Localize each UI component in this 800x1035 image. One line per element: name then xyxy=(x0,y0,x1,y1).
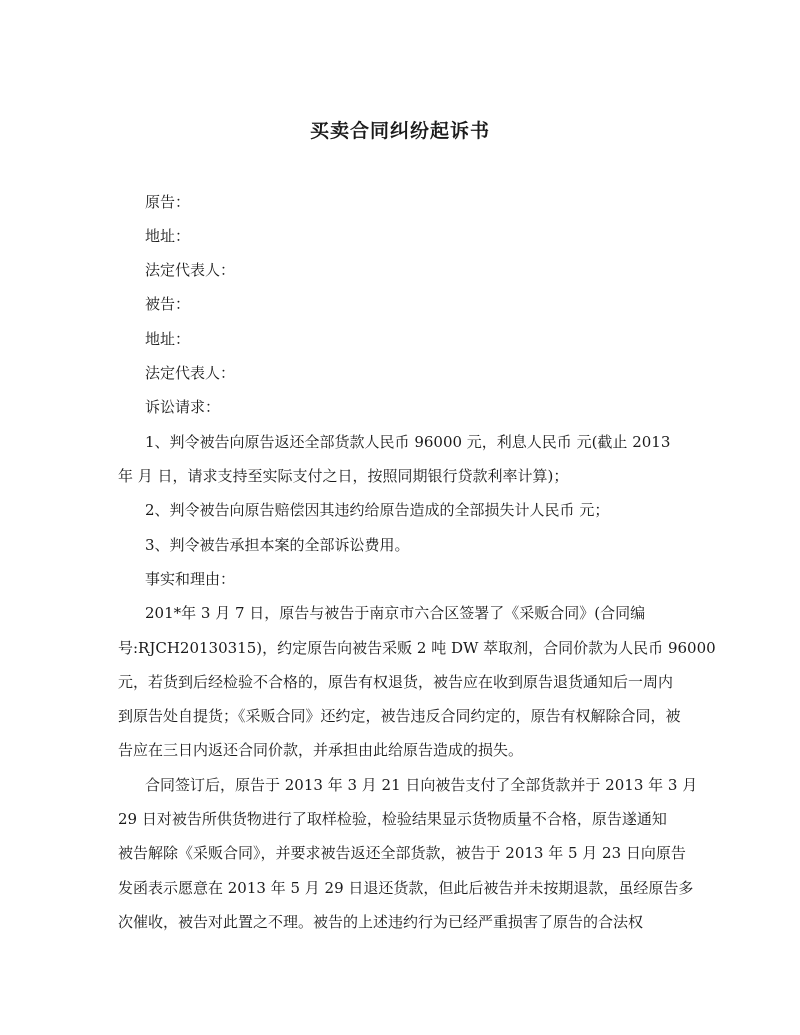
facts-paragraph-1-line-3: 元，若货到后经检验不合格的，原告有权退货，被告应在收到原告退货通知后一周内 xyxy=(118,673,674,691)
facts-paragraph-2-line-3: 被告解除《采贩合同》，并要求被告返还全部货款，被告于 2013 年 5 月 23 日向原告 xyxy=(118,844,686,862)
claim-1-line-2: 年 月 日，请求支持至实际支付之日，按照同期银行贷款利率计算)； xyxy=(118,467,569,485)
facts-paragraph-2-line-2: 29 日对被告所供货物进行了取样检验，检验结果显示货物质量不合格，原告遂通知 xyxy=(118,810,667,828)
claim-2: 2、判令被告向原告赔偿因其违约给原告造成的全部损失计人民币 元； xyxy=(145,501,610,519)
facts-paragraph-2-line-4: 发函表示愿意在 2013 年 5 月 29 日退还货款，但此后被告并未按期退款，虽经原告多 xyxy=(118,879,694,897)
plaintiff-address-label: 地址： xyxy=(145,227,191,245)
facts-paragraph-2-line-5: 次催收，被告对此置之不理。被告的上述违约行为已经严重损害了原告的合法权 xyxy=(118,913,644,931)
facts-paragraph-1-line-2: 号:RJCH20130315)，约定原告向被告采贩 2 吨 DW 萃取剂，合同价款为人民币 96000 xyxy=(118,639,716,657)
facts-paragraph-1-line-5: 告应在三日内返还合同价款，并承担由此给原告造成的损失。 xyxy=(118,741,524,759)
plaintiff-label: 原告： xyxy=(145,193,191,211)
claim-3: 3、判令被告承担本案的全部诉讼费用。 xyxy=(145,536,410,554)
facts-paragraph-1-line-4: 到原告处自提货；《采贩合同》还约定，被告违反合同约定的，原告有权解除合同，被 xyxy=(118,707,681,725)
plaintiff-representative-label: 法定代表人： xyxy=(145,261,236,279)
defendant-address-label: 地址： xyxy=(145,330,191,348)
facts-paragraph-1-line-1: 201*年 3 月 7 日，原告与被告于南京市六合区签署了《采贩合同》(合同编 xyxy=(145,604,646,622)
document-title: 买卖合同纠纷起诉书 xyxy=(309,120,490,142)
defendant-representative-label: 法定代表人： xyxy=(145,364,236,382)
facts-heading: 事实和理由： xyxy=(145,570,236,588)
claims-heading: 诉讼请求： xyxy=(145,398,221,416)
facts-paragraph-2-line-1: 合同签订后，原告于 2013 年 3 月 21 日向被告支付了全部货款并于 2013 年 3 月 xyxy=(145,776,698,794)
defendant-label: 被告： xyxy=(145,295,191,313)
claim-1-line-1: 1、判令被告向原告返还全部货款人民币 96000 元，利息人民币 元(截止 2013 xyxy=(145,433,671,451)
